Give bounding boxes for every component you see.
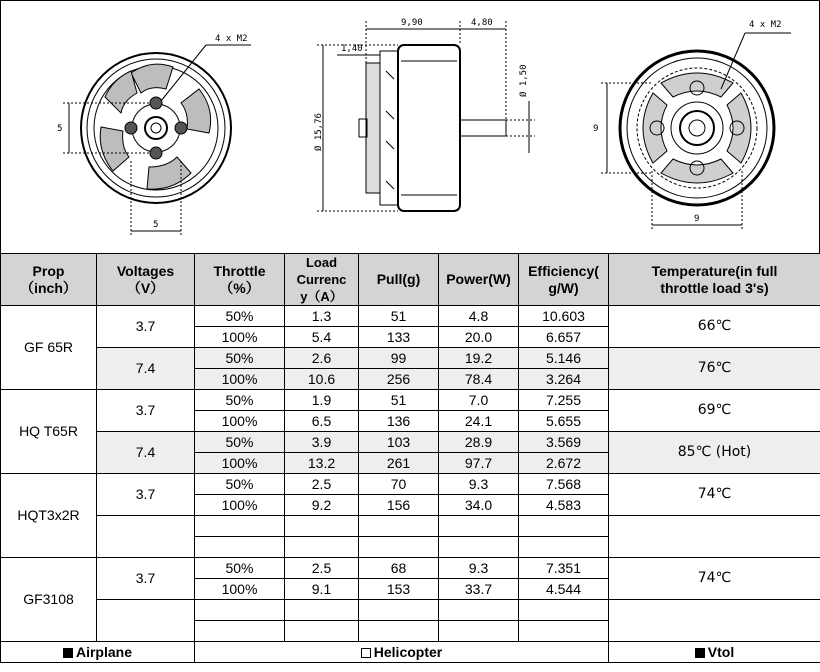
pull-cell: 133 [359,327,439,348]
voltage-cell: 7.4 [97,348,195,390]
back-screw-label: 4 x M2 [749,20,782,30]
header-prop-label: Prop （inch） [20,262,77,296]
throttle-cell: 50% [195,474,285,495]
power-cell: 33.7 [439,579,519,600]
temperature-cell [609,600,820,642]
front-dim-vertical: 5 [57,124,63,134]
power-cell: 20.0 [439,327,519,348]
power-cell: 24.1 [439,411,519,432]
header-pull-label: Pull(g) [376,271,421,287]
power-cell [439,516,519,537]
eff-cell: 3.569 [519,432,609,453]
header-row [1,254,820,306]
eff-cell [519,621,609,642]
temperature-cell: 76℃ [609,348,820,390]
header-load-label: Load Currenc y（A） [296,255,347,304]
throttle-cell: 100% [195,453,285,474]
eff-cell: 6.657 [519,327,609,348]
eff-cell: 5.146 [519,348,609,369]
throttle-cell: 100% [195,369,285,390]
power-cell [439,621,519,642]
pull-cell: 103 [359,432,439,453]
pull-cell: 99 [359,348,439,369]
pull-cell: 68 [359,558,439,579]
throttle-cell [195,621,285,642]
temperature-cell [609,516,820,558]
throttle-cell [195,537,285,558]
header-efficiency [519,254,609,306]
power-cell [439,600,519,621]
temperature-cell: 85℃ (Hot) [609,432,820,474]
pull-cell: 261 [359,453,439,474]
throttle-cell: 50% [195,390,285,411]
pull-cell [359,621,439,642]
prop-name-cell: HQT3x2R [1,474,97,558]
pull-cell: 256 [359,369,439,390]
power-cell: 34.0 [439,495,519,516]
power-cell: 19.2 [439,348,519,369]
header-temperature [609,254,820,306]
power-cell: 7.0 [439,390,519,411]
temperature-cell: 69℃ [609,390,820,432]
prop-name-cell: GF3108 [1,558,97,642]
throttle-cell: 100% [195,495,285,516]
front-screw-label: 4 x M2 [215,34,248,44]
current-cell: 2.5 [285,558,359,579]
power-cell: 4.8 [439,306,519,327]
motor-drawings [0,0,820,254]
power-cell: 9.3 [439,558,519,579]
voltage-cell: 3.7 [97,306,195,348]
eff-cell [519,600,609,621]
header-voltages [97,254,195,306]
pull-cell: 156 [359,495,439,516]
current-cell: 9.1 [285,579,359,600]
eff-cell: 7.255 [519,390,609,411]
current-cell: 5.4 [285,327,359,348]
voltage-cell: 3.7 [97,390,195,432]
table-row [1,306,820,327]
power-cell: 78.4 [439,369,519,390]
temperature-cell: 74℃ [609,558,820,600]
pull-cell: 70 [359,474,439,495]
throttle-cell: 100% [195,579,285,600]
current-cell: 9.2 [285,495,359,516]
back-view [601,33,791,231]
throttle-cell: 50% [195,306,285,327]
table-row [1,474,820,495]
current-cell [285,516,359,537]
back-dim-horizontal: 9 [694,214,700,224]
header-prop [1,254,97,306]
temperature-cell: 66℃ [609,306,820,348]
current-cell: 6.5 [285,411,359,432]
eff-cell: 2.672 [519,453,609,474]
table-row [1,348,820,369]
current-cell [285,621,359,642]
voltage-cell [97,600,195,642]
header-voltages-label: Voltages （V） [116,262,175,296]
voltage-cell [97,516,195,558]
pull-cell [359,537,439,558]
eff-cell: 3.264 [519,369,609,390]
current-cell: 13.2 [285,453,359,474]
voltage-cell: 3.7 [97,558,195,600]
pull-cell: 153 [359,579,439,600]
table-row [1,432,820,453]
current-cell: 1.9 [285,390,359,411]
power-cell: 28.9 [439,432,519,453]
pull-cell: 51 [359,390,439,411]
prop-name-cell: HQ T65R [1,390,97,474]
current-cell: 3.9 [285,432,359,453]
header-temperature-label: Temperature(in full throttle load 3's) [651,262,778,296]
throttle-cell: 50% [195,348,285,369]
eff-cell [519,516,609,537]
header-throttle [195,254,285,306]
side-len-total: 9,90 [401,18,423,28]
eff-cell: 4.583 [519,495,609,516]
footer-airplane [1,642,195,663]
voltage-cell: 3.7 [97,474,195,516]
front-dim-horizontal: 5 [153,220,159,230]
throttle-cell: 50% [195,558,285,579]
temperature-cell: 74℃ [609,474,820,516]
header-power-label: Power(W) [446,271,511,287]
footer-helicopter-label: Helicopter [373,643,443,660]
table-row [1,516,820,537]
current-cell: 1.3 [285,306,359,327]
filled-square-icon [63,648,73,658]
voltage-cell: 7.4 [97,432,195,474]
side-body-dia: Ø 15,76 [314,113,324,151]
current-cell: 10.6 [285,369,359,390]
current-cell: 2.5 [285,474,359,495]
header-throttle-label: Throttle （%） [213,262,266,296]
throttle-cell [195,600,285,621]
pull-cell: 136 [359,411,439,432]
side-len-shaft: 4,80 [471,18,493,28]
technical-drawing [1,1,820,255]
pull-cell [359,600,439,621]
header-pull [359,254,439,306]
throttle-cell [195,516,285,537]
back-dim-vertical: 9 [593,124,599,134]
empty-square-icon [361,648,371,658]
current-cell [285,600,359,621]
eff-cell: 7.568 [519,474,609,495]
prop-name-cell: GF 65R [1,306,97,390]
throttle-cell: 50% [195,432,285,453]
eff-cell: 10.603 [519,306,609,327]
footer-row [1,642,820,663]
side-shaft-dia: Ø 1,50 [519,64,529,97]
front-view [63,45,251,237]
side-flange: 1,40 [341,44,363,54]
eff-cell: 5.655 [519,411,609,432]
footer-airplane-label: Airplane [75,643,132,660]
footer-vtol [609,642,820,663]
footer-vtol-label: Vtol [707,643,735,660]
pull-cell: 51 [359,306,439,327]
throttle-cell: 100% [195,327,285,348]
power-cell: 97.7 [439,453,519,474]
pull-cell [359,516,439,537]
table-row [1,600,820,621]
current-cell [285,537,359,558]
throttle-cell: 100% [195,411,285,432]
header-efficiency-label: Efficiency( g/W) [528,262,599,296]
eff-cell [519,537,609,558]
header-load [285,254,359,306]
filled-square-icon [695,648,705,658]
header-power [439,254,519,306]
power-cell: 9.3 [439,474,519,495]
eff-cell: 4.544 [519,579,609,600]
table-row [1,558,820,579]
spec-table [0,253,820,663]
power-cell [439,537,519,558]
current-cell: 2.6 [285,348,359,369]
footer-helicopter [195,642,609,663]
eff-cell: 7.351 [519,558,609,579]
table-row [1,390,820,411]
